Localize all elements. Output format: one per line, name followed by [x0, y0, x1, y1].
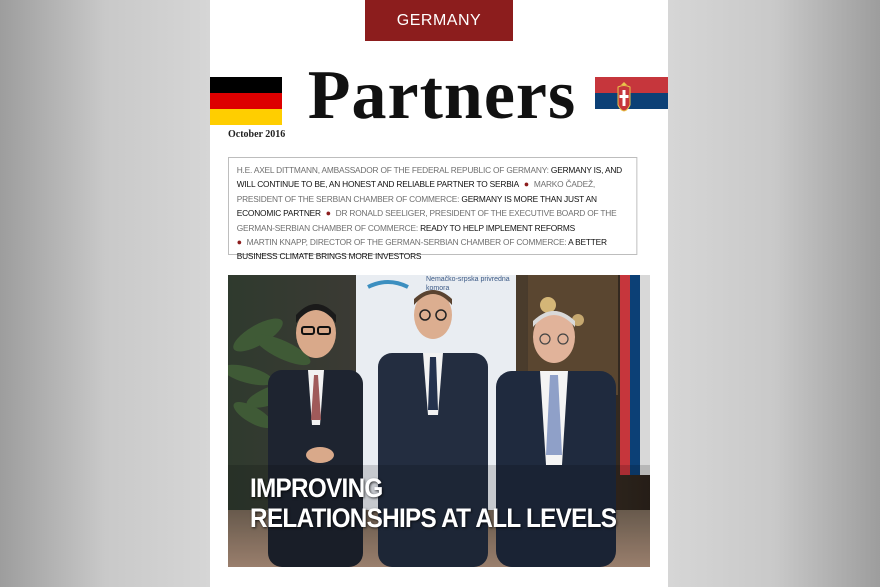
headline-2-speaker: MARKO ČADEŽ, PRESIDENT OF THE SERBIAN CHAMBER OF COMMERCE: [236, 179, 595, 204]
serbia-flag-icon [595, 77, 668, 125]
cover-headlines-box [228, 157, 637, 262]
headline-3-quote: READY TO HELP IMPLEMENT REFORMS [420, 222, 575, 233]
bullet-icon: ● [236, 237, 242, 248]
headline-1-speaker: H.E. AXEL DITTMANN, AMBASSADOR OF THE FEDERAL REPUBLIC OF GERMANY: [236, 165, 551, 175]
cover-headline [250, 473, 617, 533]
headline-4-quote: A BETTER BUSINESS CLIMATE BRINGS MORE INVESTORS [236, 237, 607, 262]
headline-2-quote: GERMANY IS MORE THAN JUST AN ECONOMIC PARTNER [236, 193, 597, 219]
bullet-icon: ● [325, 208, 331, 219]
photo-banner-text: Nemačko-srpska privredna komora [426, 276, 510, 292]
magazine-cover [210, 0, 668, 587]
country-tab: GERMANY [365, 0, 513, 41]
germany-flag-icon [210, 77, 282, 125]
bullet-icon: ● [523, 179, 530, 190]
masthead-title: Partners [307, 57, 577, 134]
cover-headline-line-2: RELATIONSHIPS AT ALL LEVELS [250, 503, 617, 533]
serbia-coat-of-arms-icon [615, 81, 633, 119]
headline-4-speaker: MARTIN KNAPP, DIRECTOR OF THE GERMAN-SERBIAN CHAMBER OF COMMERCE: [246, 237, 569, 248]
cover-headline-line-1: IMPROVING [250, 473, 383, 503]
cover-photo [228, 275, 650, 567]
issue-date: October 2016 [228, 129, 286, 140]
headline-1-quote: GERMANY IS, AND WILL CONTINUE TO BE, AN HONEST AND RELIABLE PARTNER TO SERBIA [236, 165, 622, 190]
headline-3-speaker: DR RONALD SEELIGER, PRESIDENT OF THE EXECUTIVE BOARD OF THE GERMAN-SERBIAN CHAMBER OF COMMERCE: [236, 208, 617, 233]
